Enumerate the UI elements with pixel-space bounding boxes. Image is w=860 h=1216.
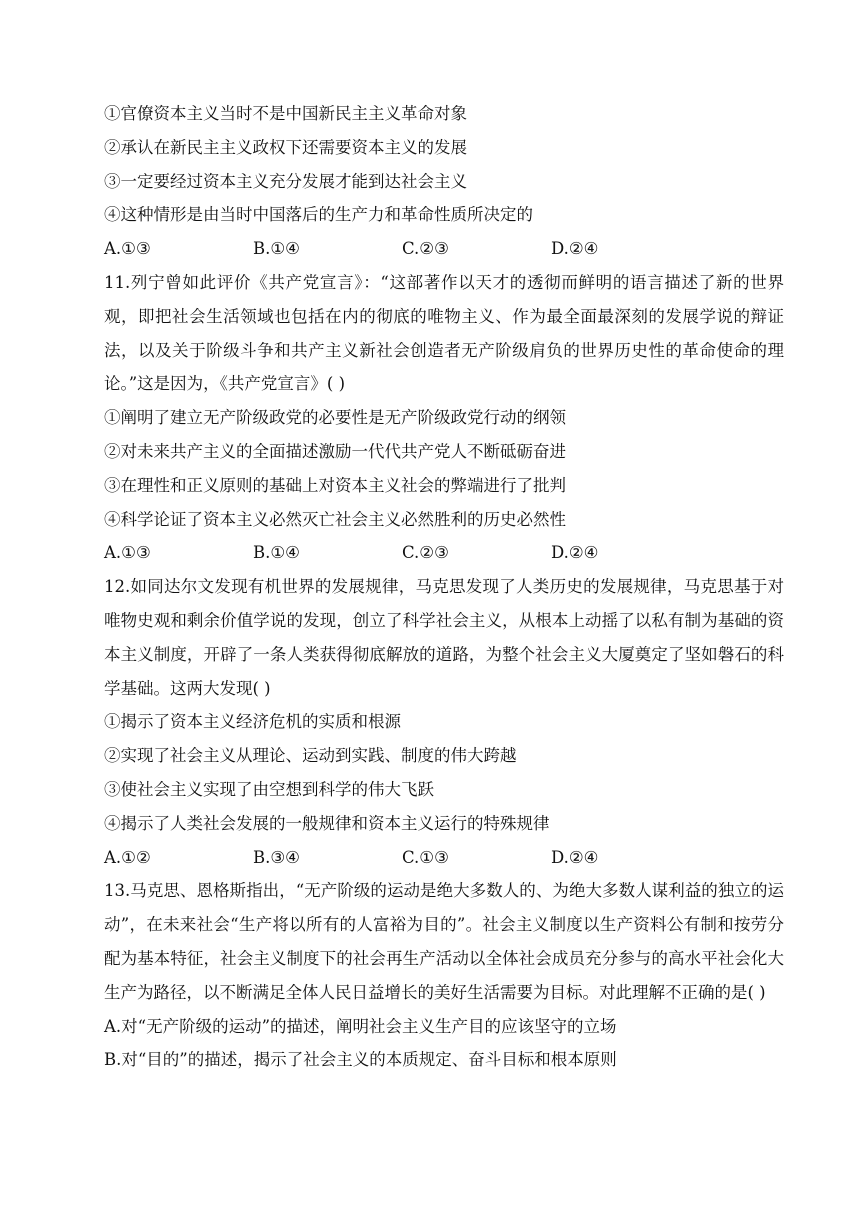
q10-statement-4: ④这种情形是由当时中国落后的生产力和革命性质所决定的 xyxy=(104,205,533,225)
q11-stem: 11.列宁曾如此评价《共产党宣言》：“这部著作以天才的透彻而鲜明的语言描述了新的世界观，即把社会生活领域也包括在内的彻底的唯物主义、作为最全面最深刻的发展学说的辩证法，以及关于阶级斗争和共产主义新社会创造者无产阶级肩负的世界历史性的革命使命的理论。”这是因为，《共产党宣言》( ) xyxy=(104,272,784,394)
q11-statement-4: ④科学论证了资本主义必然灭亡社会主义必然胜利的历史必然性 xyxy=(104,509,566,529)
q12-statement-2: ②实现了社会主义从理论、运动到实践、制度的伟大跨越 xyxy=(104,746,517,766)
q12-option-b[interactable]: B.③④ xyxy=(253,847,300,867)
q13-choice-a[interactable]: A.对“无产阶级的运动”的描述，阐明社会主义生产目的应该坚守的立场 xyxy=(104,1016,617,1036)
q10-option-a[interactable]: A.①③ xyxy=(104,239,151,259)
q10-statement-3: ③一定要经过资本主义充分发展才能到达社会主义 xyxy=(104,171,467,191)
q10-option-b[interactable]: B.①④ xyxy=(253,239,300,259)
q12-option-c[interactable]: C.①③ xyxy=(402,847,449,867)
question-content xyxy=(104,97,784,1077)
q12-statement-3: ③使社会主义实现了由空想到科学的伟大飞跃 xyxy=(104,779,434,799)
q12-statement-4: ④揭示了人类社会发展的一般规律和资本主义运行的特殊规律 xyxy=(104,813,550,833)
q11-option-a[interactable]: A.①③ xyxy=(104,543,151,563)
q12-options xyxy=(104,841,784,875)
q11-statement-1: ①阐明了建立无产阶级政党的必要性是无产阶级政党行动的纲领 xyxy=(104,408,566,428)
q13-choice-b[interactable]: B.对“目的”的描述，揭示了社会主义的本质规定、奋斗目标和根本原则 xyxy=(104,1050,617,1070)
q10-option-d[interactable]: D.②④ xyxy=(551,239,599,259)
q11-options xyxy=(104,536,784,570)
q10-options xyxy=(104,232,784,266)
q12-option-a[interactable]: A.①② xyxy=(104,847,151,867)
q12-stem: 12.如同达尔文发现有机世界的发展规律，马克思发现了人类历史的发展规律，马克思基于对唯物史观和剩余价值学说的发现，创立了科学社会主义，从根本上动摇了以私有制为基础的资本主义制度，开辟了一条人类获得彻底解放的道路，为整个社会主义大厦奠定了坚如磐石的科学基础。这两大发现( ) xyxy=(104,577,784,698)
q11-option-c[interactable]: C.②③ xyxy=(402,543,449,563)
q11-statement-2: ②对未来共产主义的全面描述激励一代代共产党人不断砥砺奋进 xyxy=(104,441,566,461)
q10-option-c[interactable]: C.②③ xyxy=(402,239,449,259)
q13-stem: 13.马克思、恩格斯指出，“无产阶级的运动是绝大多数人的、为绝大多数人谋利益的独立的运动”，在未来社会“生产将以所有的人富裕为目的”。社会主义制度以生产资料公有制和按劳分配为基本特征，社会主义制度下的社会再生产活动以全体社会成员充分参与的高水平社会化大生产为路径，以不断满足全体人民日益增长的美好生活需要为目标。对此理解不正确的是( ) xyxy=(104,881,784,1002)
q11-statement-3: ③在理性和正义原则的基础上对资本主义社会的弊端进行了批判 xyxy=(104,475,566,495)
q10-statement-2: ②承认在新民主主义政权下还需要资本主义的发展 xyxy=(104,137,467,157)
q11-option-d[interactable]: D.②④ xyxy=(551,543,599,563)
q12-statement-1: ①揭示了资本主义经济危机的实质和根源 xyxy=(104,712,401,732)
q11-option-b[interactable]: B.①④ xyxy=(253,543,300,563)
q10-statement-1: ①官僚资本主义当时不是中国新民主主义革命对象 xyxy=(104,104,467,123)
q12-option-d[interactable]: D.②④ xyxy=(551,847,599,867)
